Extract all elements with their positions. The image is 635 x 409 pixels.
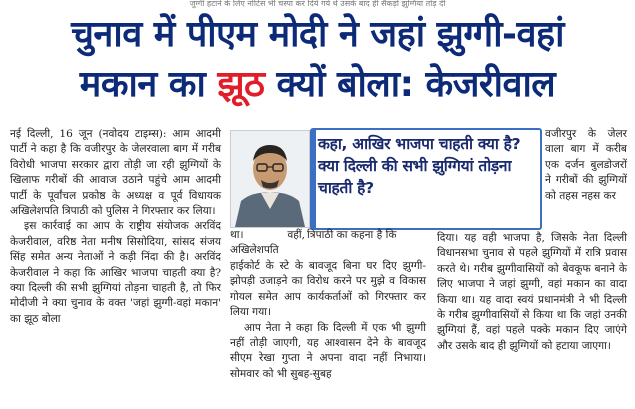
article-paragraph: आप नेता ने कहा कि दिल्ली में एक भी झुग्गी नहीं तोड़ी जाएगी, यह आश्वासन देने के बावजूद सीएम रेखा गुप्ता ने अपना वादा नहीं निभाया। सोमवार को भी सुबह-सुबह (230, 321, 426, 380)
pull-quote-box (310, 128, 542, 230)
portrait-image (231, 131, 309, 227)
headline-line-2 (0, 62, 635, 108)
headline-line-2-end: क्यों बोला: केजरीवाल (264, 64, 556, 105)
article-column-3 (437, 231, 627, 354)
kejriwal-photo (230, 130, 310, 228)
headline-line-1: चुनाव में पीएम मोदी ने जहां झुग्गी-वहां (71, 14, 564, 55)
headline-highlight-word: झूठ (217, 64, 265, 105)
article-paragraph: इस कार्रवाई का आप के राष्ट्रीय संयोजक अरविंद केजरीवाल, वरिष्ठ नेता मनीष सिसोदिया, सांसद संजय सिंह समेत अन्य नेताओं ने कड़ी निंदा की है। अरविंद केजरीवाल ने कहा कि आखिर भाजपा चाहती क्या है? क्या दिल्ली की सभी झुग्गियां तोड़ना चाहती है, तो फिर मोदीजी ने क्या चुनाव के वक्त 'जहां झुग्गी-वहां मकान' का झूठ बोला (10, 220, 221, 325)
pull-quote-text: कहा, आखिर भाजपा चाहती क्या है? क्या दिल्ली की सभी झुग्गियां तोड़ना चाहती है? (318, 135, 521, 197)
article-column-2-start (230, 228, 305, 259)
quote-accent-bar (312, 130, 316, 228)
headline-line-2-start: मकान का (79, 64, 218, 105)
article-paragraph: नई दिल्ली, 16 जून (नवोदय टाइम्स): आम आदमी पार्टी ने कहा है कि वजीरपुर के जेलरवाला बाग में गरीब विरोधी भाजपा सरकार द्वारा तोड़ी जा रही झुग्गियों के खिलाफ गरीबों की आवाज उठाने पहुंचे आम आदमी पार्टी के पूर्वांचल प्रकोष्ठ के अध्यक्ष व पूर्व विधायक अखिलेशपति त्रिपाठी को पुलिस ने गिरफ्तार कर लिया। (10, 128, 221, 218)
article-column-2-top (307, 228, 426, 243)
top-strip-text: जुग्गी हटाने के लिए नोटिस भी चस्पा कर दिये गये थे उसके बाद ही सैकड़ों झुग्गियां तोड़ दी (189, 0, 446, 8)
article-text: वजीरपुर के जेलर वाला बाग में करीब एक दर्जन बुलडोजरों ने गरीबों की झुग्गियों को तहस नहस कर (545, 128, 627, 202)
article-column-2 (230, 259, 426, 382)
article-text: त्रिपाठी का कहना है कि (307, 229, 397, 241)
article-column-3-top (545, 127, 627, 204)
article-text: था। वहीं, अखिलेशपति (230, 229, 305, 257)
article-column-1 (10, 127, 221, 327)
article-paragraph: हाईकोर्ट के स्टे के बावजूद बिना घर दिए झुग्गी-झोपड़ी उजाड़ने का विरोध करने पर मुझे व विकास गोयल समेत आप कार्यकर्ताओं को गिरफ्तार कर लिया गया। (230, 260, 426, 319)
article-paragraph: दिया। यह वही भाजपा है, जिसके नेता दिल्ली विधानसभा चुनाव से पहले झुग्गियों में रात्रि प्रवास करते थे। गरीब झुग्गीवासियों को बेवकूफ बनाने के लिए भाजपा ने जहां झुग्गी, वहां मकान का वादा किया था। यह वादा स्वयं प्रधानमंत्री ने भी दिल्ली के गरीब झुग्गीवासियों से किया था कि जहां उनकी झुग्गियां हैं, वहां पहले पक्के मकान दिए जाएंगे और उसके बाद ही झुग्गियों को हटाया जाएगा। (437, 232, 627, 352)
